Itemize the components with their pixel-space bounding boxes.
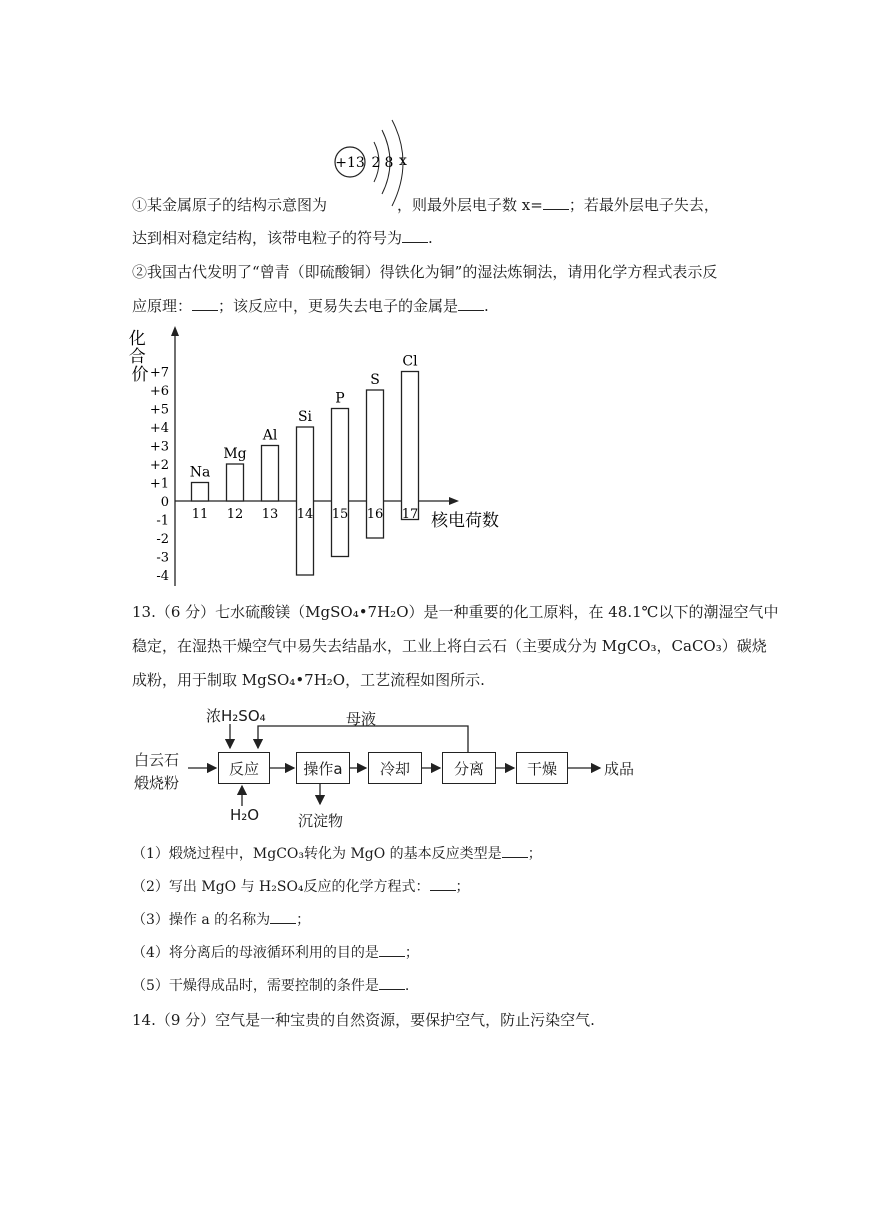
q13-line-3 (132, 670, 485, 690)
flow-step-drying: 干燥 (516, 752, 568, 784)
answer-blank-1[interactable] (502, 843, 528, 858)
q-copper-line-2 (132, 296, 489, 316)
shell-3-electrons: x (399, 153, 407, 169)
y-tick-label: +3 (149, 439, 169, 455)
subq-1-end: ； (527, 846, 542, 862)
subq-1-text: （1）煅烧过程中，MgCO₃转化为 MgO 的基本反应类型是 (132, 846, 502, 862)
subq-5 (132, 975, 409, 996)
subq-5-text: （5）干燥得成品时，需要控制的条件是 (132, 978, 379, 994)
element-label-s: S (370, 372, 380, 388)
flow-step-cooling: 冷却 (368, 752, 422, 784)
element-label-al: Al (262, 427, 278, 444)
y-tick-label: +4 (149, 421, 169, 436)
answer-blank-2[interactable] (430, 876, 456, 891)
valence-bar-p (332, 409, 349, 557)
q13-text-2: 稳定，在湿热干燥空气中易失去结晶水，工业上将白云石（主要成分为 MgCO₃，CaCO₃）碳烧 (132, 637, 767, 655)
y-tick-label: -4 (156, 569, 169, 584)
flow-step-reaction: 反应 (218, 752, 270, 784)
element-label-p: P (335, 390, 345, 407)
subq-4-end: ； (404, 945, 419, 961)
flow-input-1: 白云石 (134, 751, 180, 769)
flow-product-label: 成品 (604, 760, 635, 778)
x-axis-label: 核电荷数 (431, 511, 499, 531)
nucleus-charge: +13 (335, 155, 365, 171)
x-axis-arrow (449, 497, 459, 505)
element-label-na: Na (189, 464, 211, 481)
flow-step-separation: 分离 (442, 752, 496, 784)
x-tick-label: 16 (366, 507, 384, 522)
answer-blank-x[interactable] (543, 195, 569, 210)
y-tick-label: +2 (149, 458, 169, 473)
subq-2-end: ； (455, 879, 470, 895)
flow-step-operation-a: 操作a (296, 752, 350, 784)
subq-3 (132, 909, 310, 930)
answer-blank-3[interactable] (270, 909, 296, 924)
y-tick-label: +1 (149, 476, 169, 492)
y-tick-label: -3 (156, 550, 169, 566)
q13-line-1 (132, 602, 778, 622)
flow-input-2: 煅烧粉 (134, 774, 180, 792)
shell-2-electrons: 8 (384, 155, 394, 171)
element-label-cl: Cl (402, 353, 418, 370)
valence-bar-cl (402, 372, 419, 520)
valence-bar-mg (227, 464, 244, 501)
flow-water-label: H₂O (230, 806, 260, 824)
valence-bar-chart (125, 320, 505, 595)
q-copper-text-c: ；该反应中，更易失去电子的金属是 (218, 297, 459, 315)
q13-line-2 (132, 636, 767, 656)
q-copper-text-b: 应原理： (132, 297, 193, 315)
answer-blank-5[interactable] (379, 975, 405, 990)
q-copper-text-d: . (484, 297, 489, 315)
x-tick-label: 12 (226, 507, 244, 522)
x-tick-label: 11 (191, 507, 209, 522)
subq-4-text: （4）将分离后的母液循环利用的目的是 (132, 945, 379, 961)
x-tick-label: 13 (261, 507, 279, 522)
valence-bar-si (297, 427, 314, 575)
valence-bar-al (262, 446, 279, 502)
subq-5-end: . (404, 978, 410, 994)
q13-text-3: 成粉，用于制取 MgSO₄•7H₂O，工艺流程如图所示. (132, 671, 485, 689)
flow-precipitate-label: 沉淀物 (298, 812, 344, 830)
y-tick-label: -2 (156, 532, 169, 547)
q-atom-line-1 (132, 195, 719, 215)
y-axis-label: 化 合 价 (128, 329, 149, 385)
x-tick-label: 17 (401, 507, 419, 522)
q14-text-1: 14.（9 分）空气是一种宝贵的自然资源，要保护空气，防止污染空气. (132, 1011, 595, 1029)
valence-bar-na (192, 483, 209, 502)
q-atom-text-a: ①某金属原子的结构示意图为 (132, 196, 328, 214)
subq-2-text: （2）写出 MgO 与 H₂SO₄反应的化学方程式： (132, 879, 430, 895)
flow-mother-liquor-label: 母液 (346, 710, 377, 728)
answer-blank-equation[interactable] (192, 296, 218, 311)
y-axis-arrow (171, 326, 179, 336)
subq-4 (132, 942, 419, 963)
atom-structure-diagram (330, 108, 430, 208)
q14-line-1 (132, 1010, 595, 1030)
answer-blank-4[interactable] (379, 942, 405, 957)
answer-blank-ion[interactable] (402, 228, 428, 243)
subq-3-text: （3）操作 a 的名称为 (132, 912, 271, 928)
q-atom-text-b: ，则最外层电子数 x= (397, 196, 543, 214)
subq-3-end: ； (296, 912, 311, 928)
q13-text-1: 13.（6 分）七水硫酸镁（MgSO₄•7H₂O）是一种重要的化工原料，在 48.1℃以下的潮湿空气中 (132, 603, 779, 621)
subq-2 (132, 876, 470, 897)
y-tick-label: +6 (149, 384, 169, 399)
q-atom-text-e: . (428, 229, 433, 247)
element-label-mg: Mg (223, 446, 247, 462)
x-tick-label: 14 (296, 507, 314, 522)
answer-blank-metal[interactable] (458, 296, 484, 311)
q-atom-line-2 (132, 228, 433, 248)
q-atom-text-d: 达到相对稳定结构，该带电粒子的符号为 (132, 229, 403, 247)
q-copper-text-a: ②我国古代发明了“曾青（即硫酸铜）得铁化为铜”的湿法炼铜法，请用化学方程式表示反 (132, 263, 718, 281)
y-tick-label: +7 (149, 365, 169, 381)
y-tick-label: -1 (156, 513, 169, 529)
q-atom-text-c: ；若最外层电子失去， (568, 196, 719, 214)
element-label-si: Si (297, 409, 313, 425)
shell-1-electrons: 2 (371, 155, 381, 171)
x-tick-label: 15 (331, 507, 349, 522)
q-copper-line-1 (132, 262, 717, 282)
process-flow-diagram (130, 700, 650, 835)
y-tick-label: +5 (149, 402, 169, 418)
y-tick-label: 0 (160, 495, 169, 510)
subq-1 (132, 843, 542, 864)
flow-acid-label: 浓H₂SO₄ (206, 707, 266, 725)
